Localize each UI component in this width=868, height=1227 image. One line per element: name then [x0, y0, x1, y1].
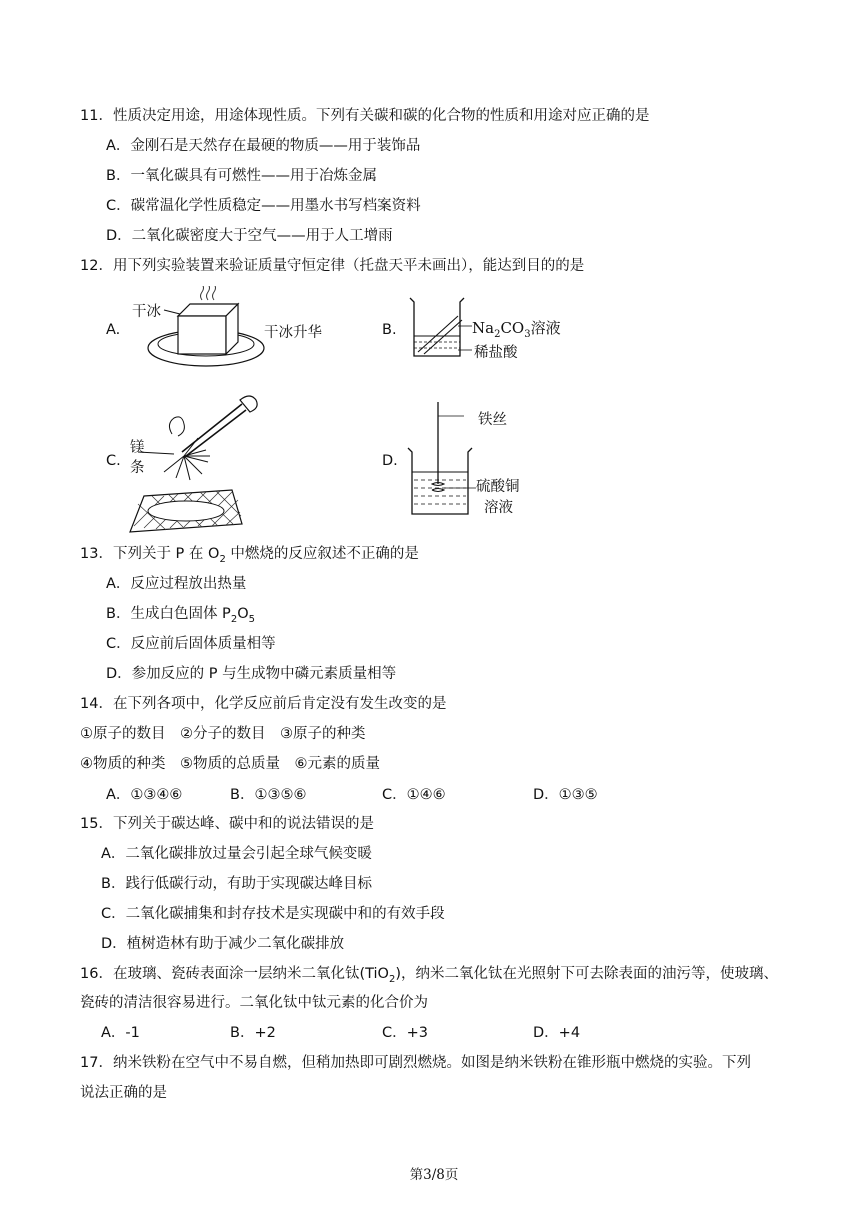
magnesium-label-2: 条 [130, 460, 145, 476]
q11-option-a: A．金刚石是天然存在最硬的物质——用于装饰品 [106, 138, 421, 154]
q12-stem: 12．用下列实验装置来验证质量守恒定律（托盘天平未画出），能达到目的的是 [80, 258, 585, 274]
q16-line-1: 16．在玻璃、瓷砖表面涂一层纳米二氧化钛(TiO$_2$)，纳米二氧化钛在光照射下可去除表面的油污等，使玻璃、 [80, 966, 778, 985]
q11-option-b: B．一氧化碳具有可燃性——用于冶炼金属 [106, 168, 377, 184]
iron-wire-beaker-figure [402, 400, 482, 520]
dry-ice-label: 干冰 [132, 304, 161, 320]
na2co3-label: $Na_2CO_3$溶液 [472, 319, 561, 340]
q16-option-b: B．+2 [230, 1025, 276, 1041]
q16-option-c: C．+3 [382, 1025, 428, 1041]
q13-option-b: B．生成白色固体 $P_2O_5$ [106, 606, 255, 625]
q12-fig-c-label: C. [106, 453, 121, 469]
magnesium-label-1: 镁 [130, 440, 145, 456]
q14-items-1: ①原子的数目 ②分子的数目 ③原子的种类 [80, 726, 366, 742]
q11-stem: 11．性质决定用途，用途体现性质。下列有关碳和碳的化合物的性质和用途对应正确的是 [80, 108, 650, 124]
q15-option-c: C．二氧化碳捕集和封存技术是实现碳中和的有效手段 [101, 906, 445, 922]
q16-option-a: A．-1 [101, 1025, 140, 1041]
q11-option-d: D．二氧化碳密度大于空气——用于人工增雨 [106, 228, 393, 244]
q15-option-d: D．植树造林有助于减少二氧化碳排放 [101, 936, 345, 952]
q15-option-b: B．践行低碳行动，有助于实现碳达峰目标 [101, 876, 372, 892]
q12-fig-a-label: A. [106, 322, 121, 338]
q17-line-1: 17．纳米铁粉在空气中不易自燃，但稍加热即可剧烈燃烧。如图是纳米铁粉在锥形瓶中燃烧的实验。下列 [80, 1055, 751, 1071]
q14-option-a: A．①③④⑥ [106, 787, 183, 803]
dry-ice-sublime-label: 干冰升华 [264, 325, 322, 341]
q13-option-d: D．参加反应的 P 与生成物中磷元素质量相等 [106, 666, 397, 682]
q16-line-2: 瓷砖的清洁很容易进行。二氧化钛中钛元素的化合价为 [80, 995, 428, 1011]
page-number: 第3/8页 [409, 1167, 459, 1183]
cuso4-label-1: 硫酸铜 [476, 479, 520, 495]
q13-option-c: C．反应前后固体质量相等 [106, 636, 276, 652]
beaker-na2co3-figure [402, 294, 477, 364]
q15-stem: 15．下列关于碳达峰、碳中和的说法错误的是 [80, 816, 374, 832]
q14-option-c: C．①④⑥ [382, 787, 446, 803]
q14-items-2: ④物质的种类 ⑤物质的总质量 ⑥元素的质量 [80, 756, 380, 772]
hcl-label: 稀盐酸 [474, 345, 518, 361]
q14-stem: 14．在下列各项中，化学反应前后肯定没有发生改变的是 [80, 696, 447, 712]
magnesium-burning-figure [124, 386, 269, 536]
q13-stem: 13．下列关于 P 在 $O_2$ 中燃烧的反应叙述不正确的是 [80, 546, 419, 565]
q15-option-a: A．二氧化碳排放过量会引起全球气候变暖 [101, 846, 372, 862]
q17-line-2: 说法正确的是 [80, 1085, 167, 1101]
q12-fig-b-label: B. [382, 322, 397, 338]
iron-wire-label: 铁丝 [478, 412, 507, 428]
q14-option-d: D．①③⑤ [533, 787, 598, 803]
q16-option-d: D．+4 [533, 1025, 581, 1041]
cuso4-label-2: 溶液 [484, 500, 513, 516]
q14-option-b: B．①③⑤⑥ [230, 787, 307, 803]
q13-option-a: A．反应过程放出热量 [106, 576, 247, 592]
q11-option-c: C．碳常温化学性质稳定——用墨水书写档案资料 [106, 198, 421, 214]
q12-fig-d-label: D. [382, 453, 398, 469]
